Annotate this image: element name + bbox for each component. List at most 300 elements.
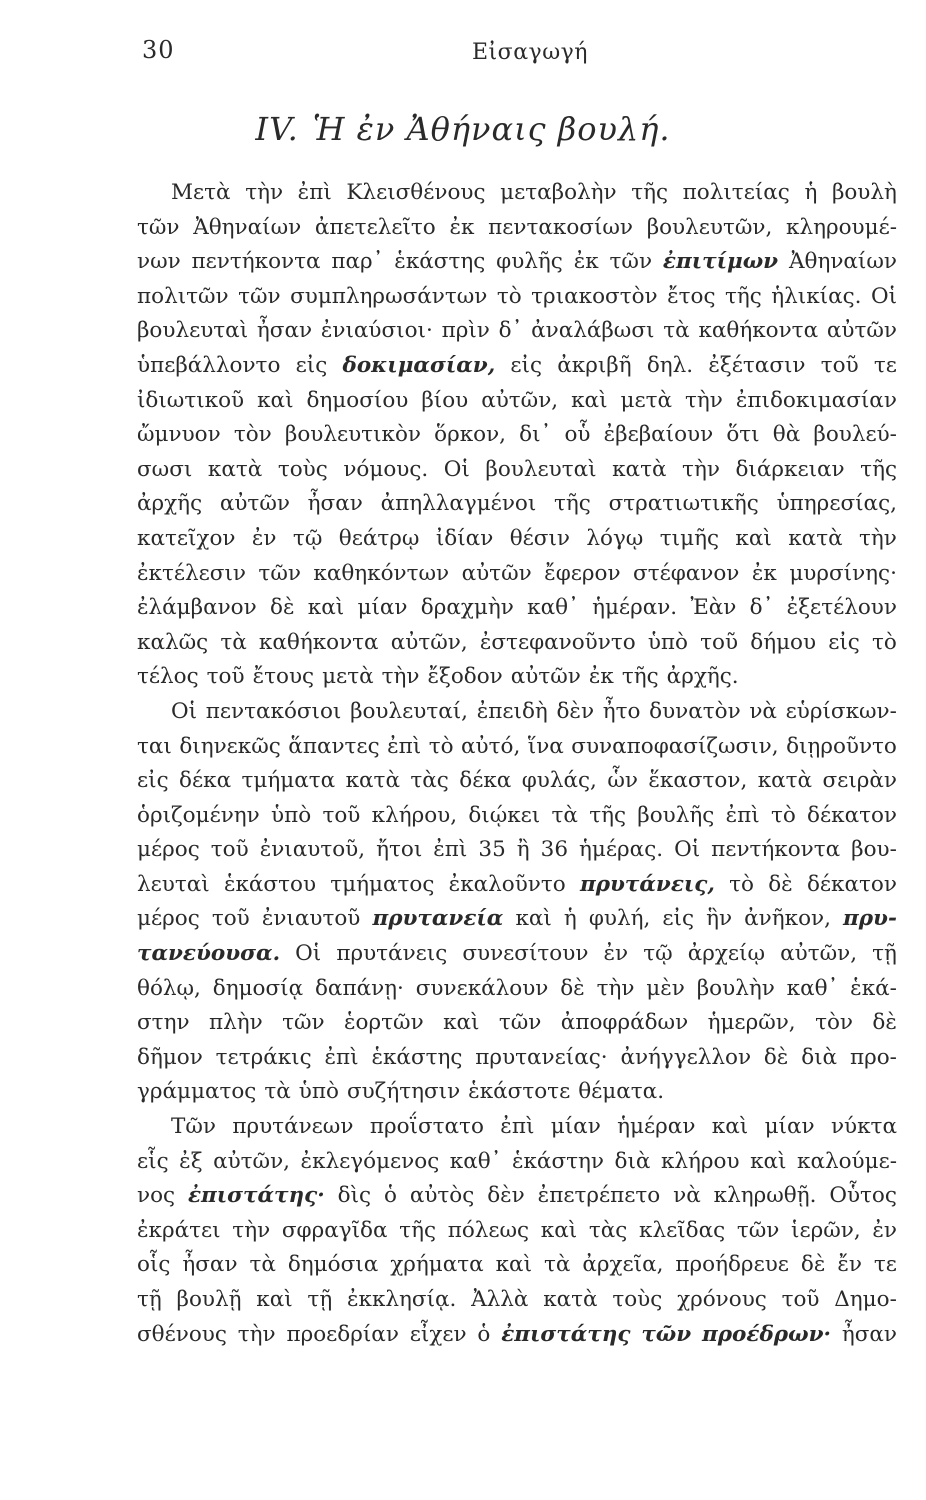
word: στέφανον	[633, 560, 740, 586]
word: ἡμερῶν,	[707, 1010, 796, 1036]
word: τιμῆς	[659, 525, 719, 551]
word: ἐπὶ	[324, 1044, 359, 1070]
text-line	[137, 314, 897, 349]
word: εἰς	[662, 906, 695, 932]
running-head	[142, 36, 818, 76]
word: δυνατὸν	[649, 698, 741, 724]
word: τοῦ	[820, 352, 859, 378]
word: τὴν	[685, 387, 723, 413]
word: τοῦ	[206, 664, 245, 690]
word: δημοσίᾳ	[212, 975, 304, 1001]
word: ἦσαν	[307, 491, 363, 517]
word: προ-	[849, 1044, 897, 1070]
word: τοῦ	[700, 629, 739, 655]
word: μεταβολὴν	[500, 180, 617, 205]
word: ἡλικίας.	[771, 283, 862, 309]
word: ἐνιαύσιοι·	[320, 318, 433, 344]
word: ἀπηλλαγμένοι	[380, 491, 537, 517]
word: Οἱ	[674, 837, 701, 863]
word: ἀπετελεῖτο	[314, 214, 436, 240]
text-line	[137, 211, 897, 246]
word: τέλος	[137, 664, 199, 690]
word: πεντακοσίων	[488, 214, 633, 240]
word: ἵνα	[527, 733, 564, 759]
word: φυλάς,	[521, 768, 597, 794]
word: κληρωθῇ.	[713, 1183, 817, 1209]
word: πολιτῶν	[137, 283, 229, 309]
text-line	[137, 1110, 897, 1145]
word: μὲν	[646, 975, 685, 1001]
word: ἐπὶ	[297, 180, 332, 205]
word: καθήκοντα	[258, 629, 379, 655]
word: συζήτησιν	[346, 1079, 461, 1105]
word: εἷς	[137, 1148, 169, 1174]
word: εἰς	[510, 352, 543, 378]
word: ἐπὶ	[387, 733, 422, 759]
word: Τῶν	[171, 1114, 216, 1140]
word: ἤτοι	[376, 837, 423, 863]
word: Οἱ	[870, 283, 897, 309]
word: ἀποφράδων	[560, 1010, 689, 1036]
word: αὐτῶν,	[213, 1148, 290, 1174]
word: συμπληρωσάντων	[290, 283, 488, 309]
word: φυλή,	[588, 906, 651, 932]
word: διὰ	[614, 1148, 651, 1174]
word: τῶν	[137, 214, 180, 240]
word: τανεύουσα.	[137, 941, 281, 967]
word: πρυ-	[843, 906, 897, 932]
word: κατὰ	[543, 1287, 598, 1312]
word: τῶν	[736, 1217, 780, 1243]
word: αὐτῶν	[219, 491, 290, 517]
word: οὗ	[564, 422, 591, 448]
word: τὰς	[410, 768, 449, 794]
word: ἡμέρας.	[579, 837, 664, 863]
word: Οἱ	[443, 456, 470, 482]
word: πεντακόσιοι	[205, 698, 342, 724]
word: Ἀθηναίων	[788, 249, 897, 275]
word: ἣν	[706, 906, 733, 932]
word: βουλῇ	[176, 1287, 242, 1312]
word: τῶν	[282, 1010, 325, 1036]
text-line	[137, 972, 897, 1007]
word: καὶ	[256, 1287, 293, 1312]
word: Ἐὰν	[690, 595, 737, 621]
word: θεάτρῳ	[338, 525, 420, 551]
word: ἀρχείῳ	[687, 941, 766, 967]
text-line	[137, 1214, 897, 1249]
word: νων	[137, 249, 181, 275]
word: καλούμε-	[797, 1148, 897, 1174]
word: ἐπιστάτης·	[187, 1183, 325, 1209]
word: τῆς	[399, 1217, 436, 1243]
word: δι᾽	[519, 422, 552, 448]
word: μίαν	[357, 595, 408, 621]
word: ἐκαλοῦντο	[448, 871, 566, 897]
body-text	[137, 176, 897, 1352]
text-line	[137, 1283, 897, 1318]
text-line	[137, 522, 897, 557]
running-title: Εἰσαγωγή	[472, 40, 588, 65]
text-line	[137, 1006, 897, 1041]
word: Δημο-	[834, 1287, 897, 1312]
word: ὑπεβάλλοντο	[137, 352, 281, 378]
text-line	[137, 660, 897, 695]
word: ὑπηρεσίας,	[776, 491, 897, 517]
word: τε	[873, 352, 897, 378]
word: ἔτος	[667, 283, 716, 309]
word: ἐπετρέπετο	[537, 1183, 661, 1209]
word: ὁ	[477, 1321, 491, 1347]
text-line	[137, 280, 897, 315]
word: ὁριζομένην	[137, 802, 260, 828]
word: τὸ	[428, 733, 454, 759]
text-line	[137, 1318, 897, 1353]
word: καὶ	[711, 1114, 749, 1140]
word: τὸ	[729, 871, 754, 897]
word: συνεσίτουν	[462, 941, 589, 967]
word: 36	[540, 837, 569, 863]
word: καθ᾽	[786, 975, 839, 1001]
word: τὰ	[220, 629, 247, 655]
word: λευταὶ	[137, 871, 210, 897]
text-line	[137, 1248, 897, 1283]
text-line	[137, 937, 897, 972]
text-line	[137, 764, 897, 799]
word: ἐπειδὴ	[476, 698, 548, 724]
word: τριακοστὸν	[531, 283, 658, 309]
word: τὴν	[381, 664, 420, 690]
text-line	[137, 176, 897, 211]
word: ἐνιαυτοῦ	[261, 906, 361, 932]
word: δὲ	[768, 871, 793, 897]
word: ὤμνυον	[137, 422, 221, 448]
word: αὐτῶν,	[481, 387, 559, 413]
word: τὰ	[543, 1252, 571, 1278]
word: ἑκάστην	[511, 1148, 604, 1174]
word: ἀρχῆς	[137, 491, 203, 517]
section-numeral: IV.	[255, 110, 299, 148]
word: παρ᾽	[331, 249, 384, 275]
word: διὰ	[801, 1044, 838, 1070]
word: δ᾽	[749, 595, 774, 621]
word: κατὰ	[207, 456, 263, 482]
word: τῇ	[307, 1287, 333, 1312]
word: διάρκειαν	[735, 456, 845, 482]
word: τοῦ	[211, 906, 250, 932]
word: κλήρου,	[371, 802, 458, 828]
word: ὑπὸ	[271, 802, 312, 828]
word: σειρὰν	[822, 768, 897, 794]
word: θέσιν	[509, 525, 570, 551]
word: αὐτὸς	[409, 1183, 475, 1209]
word: τῆς	[724, 283, 762, 309]
word: καὶ	[735, 525, 772, 551]
word: δὶς	[337, 1183, 372, 1209]
word: ἐκκλησίᾳ.	[346, 1287, 457, 1312]
text-line	[137, 1041, 897, 1076]
word: καὶ	[571, 387, 608, 413]
word: εἰς	[828, 629, 860, 655]
word: ἐπιτίμων	[662, 249, 779, 275]
word: ἐπιδοκιμασίαν	[735, 387, 897, 413]
word: ἐπὶ	[433, 837, 468, 863]
word: ἀρχῆς.	[666, 664, 739, 690]
word: βουλευταὶ	[485, 456, 597, 482]
word: Οὗτος	[829, 1183, 897, 1209]
section-heading	[0, 110, 926, 148]
word: θόλῳ,	[137, 975, 201, 1001]
word: τε	[873, 1252, 897, 1278]
text-line	[137, 591, 897, 626]
word: εἶχεν	[409, 1321, 467, 1347]
word: ἡμέραν.	[592, 595, 678, 621]
word: ἐπὶ	[500, 1114, 535, 1140]
word: ὁ	[383, 1183, 397, 1209]
word: ἅπαντες	[288, 733, 380, 759]
word: νόμους.	[343, 456, 429, 482]
word: τὴν	[237, 1321, 276, 1347]
word: τὰ	[551, 802, 578, 828]
word: ἑκάστης	[394, 249, 486, 275]
word: τὴν	[682, 456, 720, 482]
text-line	[137, 1075, 897, 1110]
text-line	[137, 626, 897, 661]
word: δέκα	[459, 768, 512, 794]
word: νὰ	[749, 698, 777, 724]
word: ὑπὸ	[298, 1079, 339, 1105]
word: Ἀλλὰ	[471, 1287, 529, 1312]
word: ἦσαν	[841, 1321, 897, 1347]
text-line	[137, 453, 897, 488]
word: μίαν	[550, 1114, 601, 1140]
word: δοκιμασίαν,	[342, 352, 496, 378]
word: νύκτα	[830, 1114, 897, 1140]
word: σωσι	[137, 456, 193, 482]
word: πόλεως	[447, 1217, 530, 1243]
word: βουλευταὶ	[137, 318, 249, 344]
word: φυλῆς	[496, 249, 563, 275]
word: ἀνήγγελλον	[620, 1044, 752, 1070]
word: τὸ	[872, 629, 897, 655]
word: τῇ	[137, 1287, 162, 1312]
word: ἐν	[603, 941, 629, 967]
word: ἡ	[804, 180, 818, 205]
text-line	[137, 799, 897, 834]
word: διῃροῦντο	[786, 733, 897, 759]
word: προεδρίαν	[286, 1321, 399, 1347]
text-line	[137, 349, 897, 384]
word: ἑορτῶν	[344, 1010, 424, 1036]
word: προΐστατο	[369, 1114, 484, 1140]
word: ἕκαστον,	[648, 768, 748, 794]
word: δὲ	[560, 975, 585, 1001]
word: ἀρχεῖα,	[582, 1252, 664, 1278]
word: τὰς	[588, 1217, 628, 1243]
word: κατεῖχον	[137, 525, 236, 551]
word: Οἱ	[171, 698, 198, 724]
text-line	[137, 557, 897, 592]
word: δὲν	[487, 1183, 525, 1209]
word: τὴν	[232, 1217, 271, 1243]
word: καθ᾽	[449, 1148, 502, 1174]
word: βουλὴν	[696, 975, 775, 1001]
section-title: Ἡ ἐν Ἀθήναις βουλή.	[312, 110, 671, 148]
word: ἑκάστοτε	[468, 1079, 571, 1105]
word: οἷς	[137, 1252, 171, 1278]
word: τετράκις	[215, 1044, 312, 1070]
word: ἦσαν	[182, 1252, 238, 1278]
word: ἀνῆκον,	[744, 906, 831, 932]
word: τὴν	[596, 975, 635, 1001]
word: ἐκράτει	[137, 1217, 221, 1243]
word: ἐνιαυτοῦ,	[259, 837, 366, 863]
word: δραχμὴν	[420, 595, 514, 621]
word: διῴκει	[468, 802, 541, 828]
word: καὶ	[515, 906, 552, 932]
word: ἑκάστου	[223, 871, 317, 897]
word: τμήματα	[241, 768, 336, 794]
text-line	[137, 245, 897, 280]
word: δηλ.	[646, 352, 694, 378]
text-line	[137, 695, 897, 730]
word: μέρος	[137, 837, 200, 863]
word: καλῶς	[137, 629, 209, 655]
word: εἰς	[295, 352, 328, 378]
word: τῶν	[641, 1321, 692, 1347]
word: Ἀθηναίων	[193, 214, 302, 240]
word: ἡμέραν	[617, 1114, 696, 1140]
word: καθ᾽	[527, 595, 579, 621]
word: ἐκ	[449, 214, 475, 240]
word: πεντήκοντα	[711, 837, 841, 863]
word: πρὶν	[441, 318, 490, 344]
word: εὑρίσκων-	[785, 698, 897, 724]
word: κατὰ	[757, 768, 813, 794]
word: κατὰ	[612, 456, 667, 482]
word: βουλευτῶν,	[646, 214, 773, 240]
word: λόγῳ	[586, 525, 644, 551]
word: βουλευτικὸν	[284, 422, 421, 448]
word: δημόσια	[287, 1252, 379, 1278]
word: μυρσίνης·	[789, 560, 897, 586]
word: τὸν	[233, 422, 272, 448]
word: ἐκλεγόμενος	[300, 1148, 440, 1174]
word: πολιτείας	[682, 180, 790, 205]
word: ἐν	[872, 1217, 897, 1243]
word: καθηκόντων	[313, 560, 450, 586]
word: τοῦ	[210, 837, 249, 863]
word: πρυτάνεων	[232, 1114, 354, 1140]
word: τῇ	[872, 941, 897, 967]
word: δαπάνῃ·	[314, 975, 404, 1001]
text-line	[137, 833, 897, 868]
word: νος	[137, 1183, 176, 1209]
word: τὴν	[245, 180, 284, 205]
text-line	[137, 902, 897, 937]
word: βουλεύ-	[813, 422, 897, 448]
word: χρόνους	[677, 1287, 767, 1312]
word: δέκατον	[807, 802, 897, 828]
word: πρυτανείας·	[475, 1044, 608, 1070]
word: ἱερῶν,	[791, 1217, 861, 1243]
word: ἔν	[837, 1252, 862, 1278]
word: τοὺς	[612, 1287, 663, 1312]
word: αὐτῶν	[510, 664, 581, 690]
word: ἰδιωτικοῦ	[137, 387, 245, 413]
word: κλεῖδας	[639, 1217, 726, 1243]
text-line	[137, 384, 897, 419]
word: προήδρευε	[675, 1252, 789, 1278]
word: κατὰ	[345, 768, 400, 794]
text-line	[137, 487, 897, 522]
text-line	[137, 730, 897, 765]
word: αὐτῶν,	[390, 629, 468, 655]
word: κλήρου	[660, 1148, 740, 1174]
word: ἔτους	[252, 664, 315, 690]
word: ἦτο	[602, 698, 641, 724]
word: ἰδίαν	[435, 525, 494, 551]
word: καὶ	[257, 387, 294, 413]
word: πρυτανεία	[372, 906, 504, 932]
word: ἑκά-	[850, 975, 897, 1001]
word: μίαν	[764, 1114, 815, 1140]
word: Μετὰ	[171, 180, 231, 205]
word: κατὰ	[788, 525, 843, 551]
word: δήμου	[750, 629, 817, 655]
word: ἐστεφανοῦντο	[479, 629, 636, 655]
word: δὲν	[556, 698, 595, 724]
word: καθήκοντα	[698, 318, 819, 344]
word: στην	[137, 1010, 190, 1036]
word: τῶν	[238, 283, 281, 309]
word: δὲ	[800, 1252, 826, 1278]
word: ἐκτέλεσιν	[137, 560, 246, 586]
word: ἀναλάβωσι	[531, 318, 655, 344]
word: τὸ	[496, 283, 522, 309]
word: ἐκ	[751, 560, 777, 586]
word: ἔξοδον	[427, 664, 503, 690]
word: εἰς	[137, 768, 169, 794]
word: βουλευταί,	[350, 698, 469, 724]
text-line	[137, 418, 897, 453]
word: στρατιωτικῆς	[608, 491, 759, 517]
word: νὰ	[673, 1183, 701, 1209]
text-line	[137, 1145, 897, 1180]
page-number: 30	[142, 36, 175, 64]
word: τῷ	[643, 941, 673, 967]
word: χρήματα	[390, 1252, 484, 1278]
word: καὶ	[540, 1217, 578, 1243]
word: καὶ	[495, 1252, 532, 1278]
word: θέματα.	[578, 1079, 665, 1105]
word: καὶ	[443, 1010, 480, 1036]
word: Οἱ	[295, 941, 322, 967]
word: ται	[137, 733, 172, 759]
word: δὲ	[270, 595, 295, 621]
word: πρυτάνεις,	[579, 871, 715, 897]
word: τὰ	[663, 318, 690, 344]
word: κληρουμέ-	[786, 214, 897, 240]
word: ἦσαν	[256, 318, 313, 344]
word: βουλῆς	[637, 802, 715, 828]
word: ὑπὸ	[647, 629, 688, 655]
word: ἐν	[251, 525, 277, 551]
word: μετὰ	[322, 664, 374, 690]
word: Κλεισθένους	[346, 180, 486, 205]
text-line	[137, 868, 897, 903]
word: τῆς	[631, 180, 669, 205]
